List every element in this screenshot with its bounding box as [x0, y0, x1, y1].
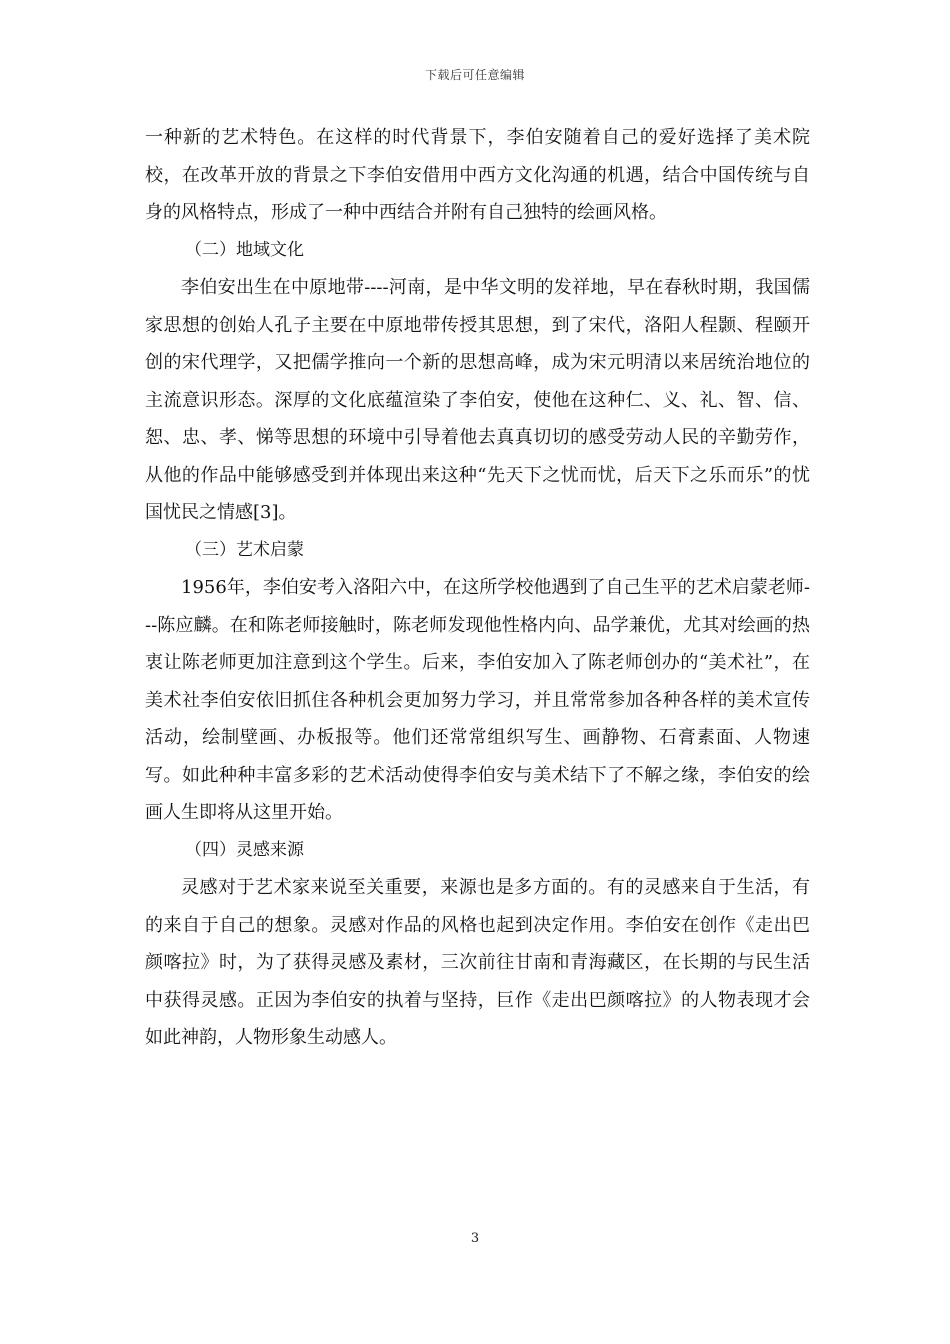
page-number: 3: [470, 1231, 480, 1246]
section-heading-regional-culture: （二）地域文化: [185, 239, 304, 260]
page-header: 下载后可任意编辑: [424, 68, 525, 82]
paragraph-regional-culture: 李伯安出生在中原地带----河南，是中华文明的发祥地，早在春秋时期，我国儒家思想的创始人孔子主要在中原地带传授其思想，到了宋代，洛阳人程颢、程颐开创的宋代理学，又把儒学推向一个新的思想高峰，成为宋元明清以来居统治地位的主流意识形态。深厚的文化底蕴渲染了李伯安，使他在这种仁、义、礼、智、信、恕、忠、孝、悌等思想的环境中引导着他去真真切切的感受劳动人民的辛勤劳作，从他的作品中能够感受到并体现出来这种“先天下之忧而忧，后天下之乐而乐”的忧国忧民之情感[3]。: [145, 277, 810, 523]
paragraph-continuation: 一种新的艺术特色。在这样的时代背景下，李伯安随着自己的爱好选择了美术院校，在改革开放的背景之下李伯安借用中西方文化沟通的机遇，结合中国传统与自身的风格特点，形成了一种中西结合并附有自己独特的绘画风格。: [145, 127, 810, 223]
paragraph-art-enlightenment: 1956年，李伯安考入洛阳六中，在这所学校他遇到了自己生平的艺术启蒙老师---陈应麟。在和陈老师接触时，陈老师发现他性格内向、品学兼优，尤其对绘画的热衷让陈老师更加注意到这个学生。后来，李伯安加入了陈老师创办的“美术社”，在美术社李伯安依旧抓住各种机会更加努力学习，并且常常参加各种各样的美术宣传活动，绘制壁画、办板报等。他们还常常组织写生、画静物、石膏素面、人物速写。如此种种丰富多彩的艺术活动使得李伯安与美术结下了不解之缘，李伯安的绘画人生即将从这里开始。: [145, 577, 810, 823]
section-heading-art-enlightenment: （三）艺术启蒙: [185, 539, 304, 560]
paragraph-inspiration-source: 灵感对于艺术家来说至关重要，来源也是多方面的。有的灵感来自于生活，有的来自于自己的想象。灵感对作品的风格也起到决定作用。李伯安在创作《走出巴颜喀拉》时，为了获得灵感及素材，三次前往甘南和青海藏区，在长期的与民生活中获得灵感。正因为李伯安的执着与坚持，巨作《走出巴颜喀拉》的人物表现才会如此神韵，人物形象生动感人。: [145, 877, 810, 1048]
document-body: [145, 119, 810, 1057]
section-heading-inspiration-source: （四）灵感来源: [185, 839, 304, 860]
